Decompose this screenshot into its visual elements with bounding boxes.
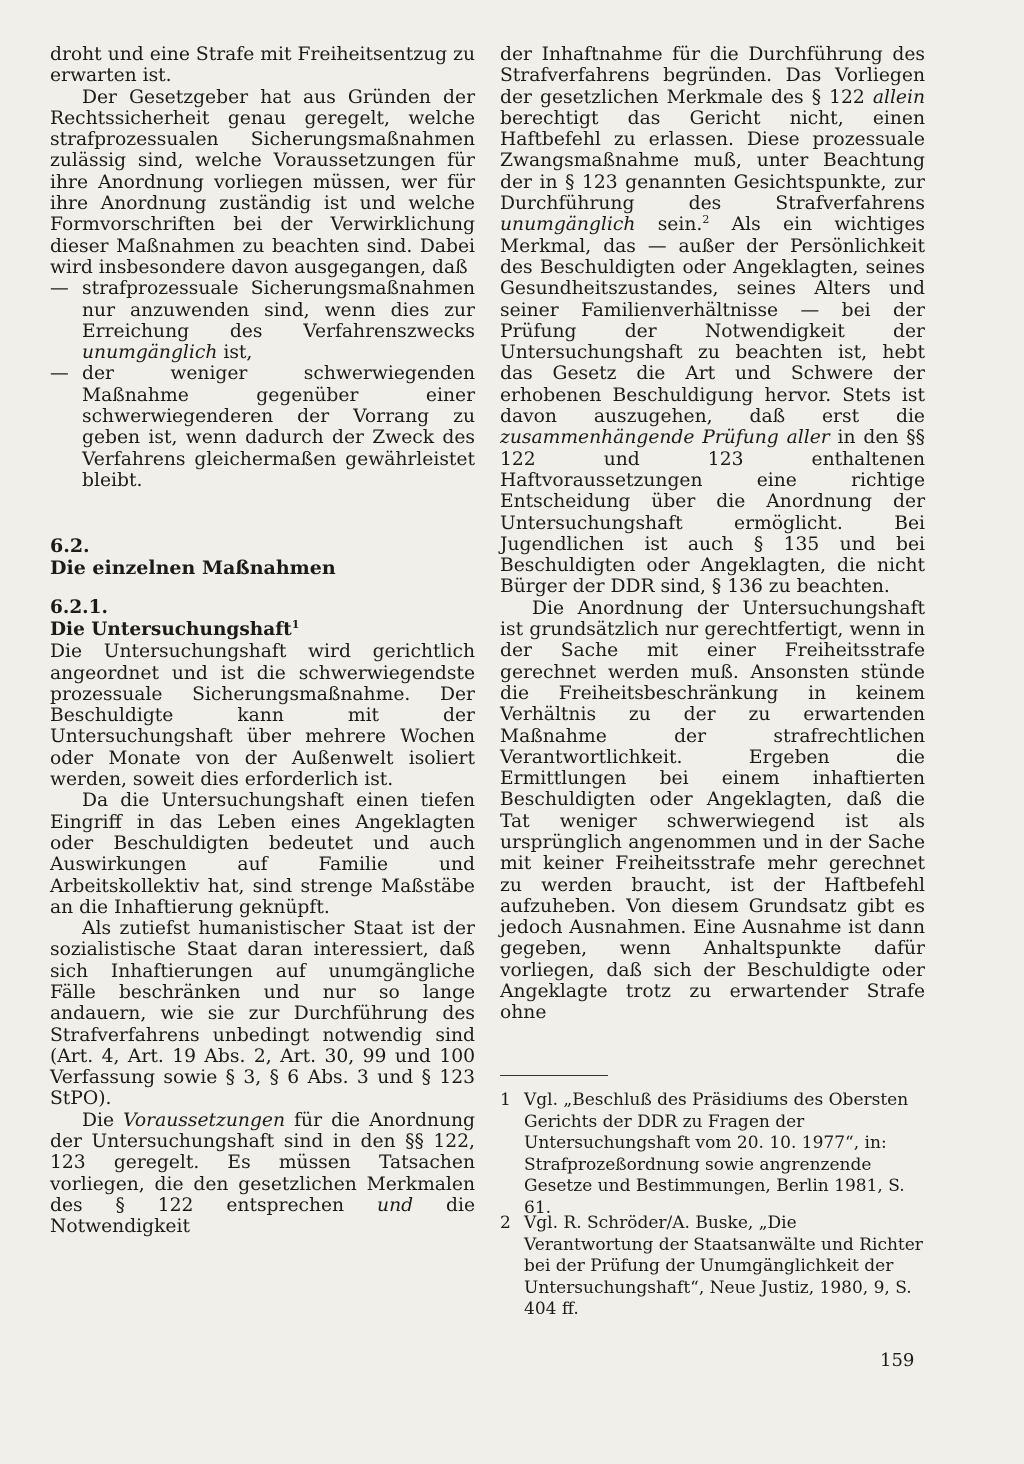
page-number: 159 — [880, 1350, 915, 1371]
footnote-rule — [500, 1075, 608, 1076]
section-title: Die einzelnen Maßnahmen — [50, 557, 336, 580]
list-text: strafprozessuale Sicherungsmaßnahmen nur anzuwenden sind, wenn dies zur Erreichung des Verfahrenszwecks — [82, 278, 475, 342]
footnote — [500, 1213, 925, 1321]
paragraph: Als zutiefst humanistischer Staat ist der sozialistische Staat daran interessiert, daß sich Inhaftierungen auf unumgängliche Fälle beschränken und nur so lange andauern, wie sie zur Durchführung des Strafverfahrens unbedingt notwendig sind (Art. 4, Art. 19 Abs. 2, Art. 30, 99 und 100 Verfassung sowie § 3, § 6 Abs. 3 und § 123 StPO). — [50, 918, 475, 1110]
subsection-number: 6.2.1. — [50, 597, 108, 619]
paragraph: Die Voraussetzungen für die Anordnung der Untersuchungshaft sind in den §§ 122, 123 geregelt. Es müssen Tatsachen vorliegen, die den gesetzlichen Merkmalen des § 122 entsprechen und die Notwendigkeit — [50, 1109, 475, 1238]
footnote-text: Vgl. R. Schröder/A. Buske, „Die Verantwortung der Staatsanwälte und Richter bei der Prüfung der Unumgänglichkeit der Untersuchungshaft“, Neue Justiz, 1980, 9, S. 404 ff. — [524, 1213, 923, 1319]
footnote-number: 1 — [500, 1090, 511, 1110]
footnote-marker: 2 — [702, 213, 710, 227]
emphasis-text: Voraussetzungen — [123, 1109, 286, 1131]
left-column — [50, 44, 475, 1238]
list-text: der weniger schwerwiegenden Maßnahme gegenüber einer schwerwiegenderen der Vorrang zu geben ist, wenn dadurch der Zweck des Verfahrens gleichermaßen gewährleistet bleibt. — [82, 363, 475, 491]
paragraph: Die Anordnung der Untersuchungshaft ist grundsätzlich nur gerechtfertigt, wenn in der Sache mit einer Freiheitsstrafe gerechnet werden muß. Ansonsten stünde die Freiheitsbeschränkung in keinem Verhältnis zu der zu erwartenden Maßnahme der strafrechtlichen Verantwortlichkeit. Ergeben die Ermittlungen bei einem inhaftierten Beschuldigten oder Angeklagten, daß die Tat weniger schwerwiegend ist als ursprünglich angenommen und in der Sache mit keiner Freiheitsstrafe mehr gerechnet zu werden braucht, ist der Haftbefehl aufzuheben. Von diesem Grundsatz gibt es jedoch Ausnahmen. Eine Ausnahme ist dann gegeben, wenn Anhaltspunkte dafür vorliegen, daß sich der Beschuldigte oder Angeklagte trotz zu erwartender Strafe ohne — [500, 597, 925, 1024]
footnote — [500, 1090, 925, 1219]
dash-list-item: — strafprozessuale Sicherungsmaßnahmen nur anzuwenden sind, wenn dies zur Erreichung des Verfahrenszwecks unumgänglich ist, — [50, 278, 475, 364]
right-column — [500, 44, 925, 1024]
paragraph: Der Gesetzgeber hat aus Gründen der Rechtssicherheit genau geregelt, welche strafprozessualen Sicherungsmaßnahmen zulässig sind, welche Voraussetzungen für ihre Anordnung vorliegen müssen, wer für ihre Anordnung zuständig ist und welche Formvorschriften bei der Verwirklichung dieser Maßnahmen zu beachten sind. Dabei wird insbesondere davon ausgegangen, daß — [50, 86, 475, 278]
emphasis-text: allein — [872, 86, 925, 108]
emphasis-text: zusammenhängende Prüfung aller — [500, 427, 830, 449]
dash-list-item: — der weniger schwerwiegenden Maßnahme gegenüber einer schwerwiegenderen der Vorrang zu geben ist, wenn dadurch der Zweck des Verfahrens gleichermaßen gewährleistet bleibt. — [50, 363, 475, 491]
list-text: ist, — [223, 342, 253, 364]
emphasis-text: unumgänglich — [82, 342, 218, 364]
section-number: 6.2. — [50, 535, 90, 558]
emphasis-text: und — [377, 1194, 414, 1216]
paragraph: der Inhaftnahme für die Durchführung des Strafverfahrens begründen. Das Vorliegen der gesetzlichen Merkmale des § 122 allein berechtigt das Gericht nicht, einen Haftbefehl zu erlassen. Diese prozessuale Zwangsmaßnahme muß, unter Beachtung der in § 123 genannten Gesichtspunkte, zur Durchführung des Strafverfahrens unumgänglich sein.$^2$ Als ein wichtiges Merkmal, das — außer der Persönlichkeit des Beschuldigten oder Angeklagten, seines Gesundheitszustandes, seines Alters und seiner Familienverhältnisse — bei der Prüfung der Notwendigkeit der Untersuchungshaft zu beachten ist, hebt das Gesetz die Art und Schwere der erhobenen Beschuldigung hervor. Stets ist davon auszugehen, daß erst die zusammenhängende Prüfung aller in den §§ 122 und 123 enthaltenen Haftvoraussetzungen eine richtige Entscheidung über die Anordnung der Untersuchungshaft ermöglicht. Bei Jugendlichen ist auch § 135 und bei Beschuldigten oder Angeklagten, die nicht Bürger der DDR sind, § 136 zu beachten. — [500, 44, 925, 598]
footnote-marker: 1 — [291, 618, 300, 632]
footnote-number: 2 — [500, 1213, 511, 1233]
paragraph: Da die Untersuchungshaft einen tiefen Eingriff in das Leben eines Angeklagten oder Beschuldigten bedeutet und auch Auswirkungen auf Familie und Arbeitskollektiv hat, sind strenge Maßstäbe an die Inhaftierung geknüpft. — [50, 790, 475, 918]
subsection-title: Die Untersuchungshaft$^1$ — [50, 618, 300, 641]
paragraph: Die Untersuchungshaft wird gerichtlich angeordnet und ist die schwerwiegendste prozessuale Sicherungsmaßnahme. Der Beschuldigte kann mit der Untersuchungshaft über mehrere Wochen oder Monate von der Außenwelt isoliert werden, soweit dies erforderlich ist. — [50, 641, 475, 791]
emphasis-text: unumgänglich — [500, 214, 636, 236]
footnote-text: Vgl. „Beschluß des Präsidiums des Obersten Gerichts der DDR zu Fragen der Untersuchungshaft vom 20. 10. 1977“, in: Strafprozeßordnung sowie angrenzende Gesetze und Bestimmungen, Berlin 1981, S. 61. — [524, 1090, 909, 1218]
paragraph: droht und eine Strafe mit Freiheitsentzug zu erwarten ist. — [50, 44, 475, 87]
